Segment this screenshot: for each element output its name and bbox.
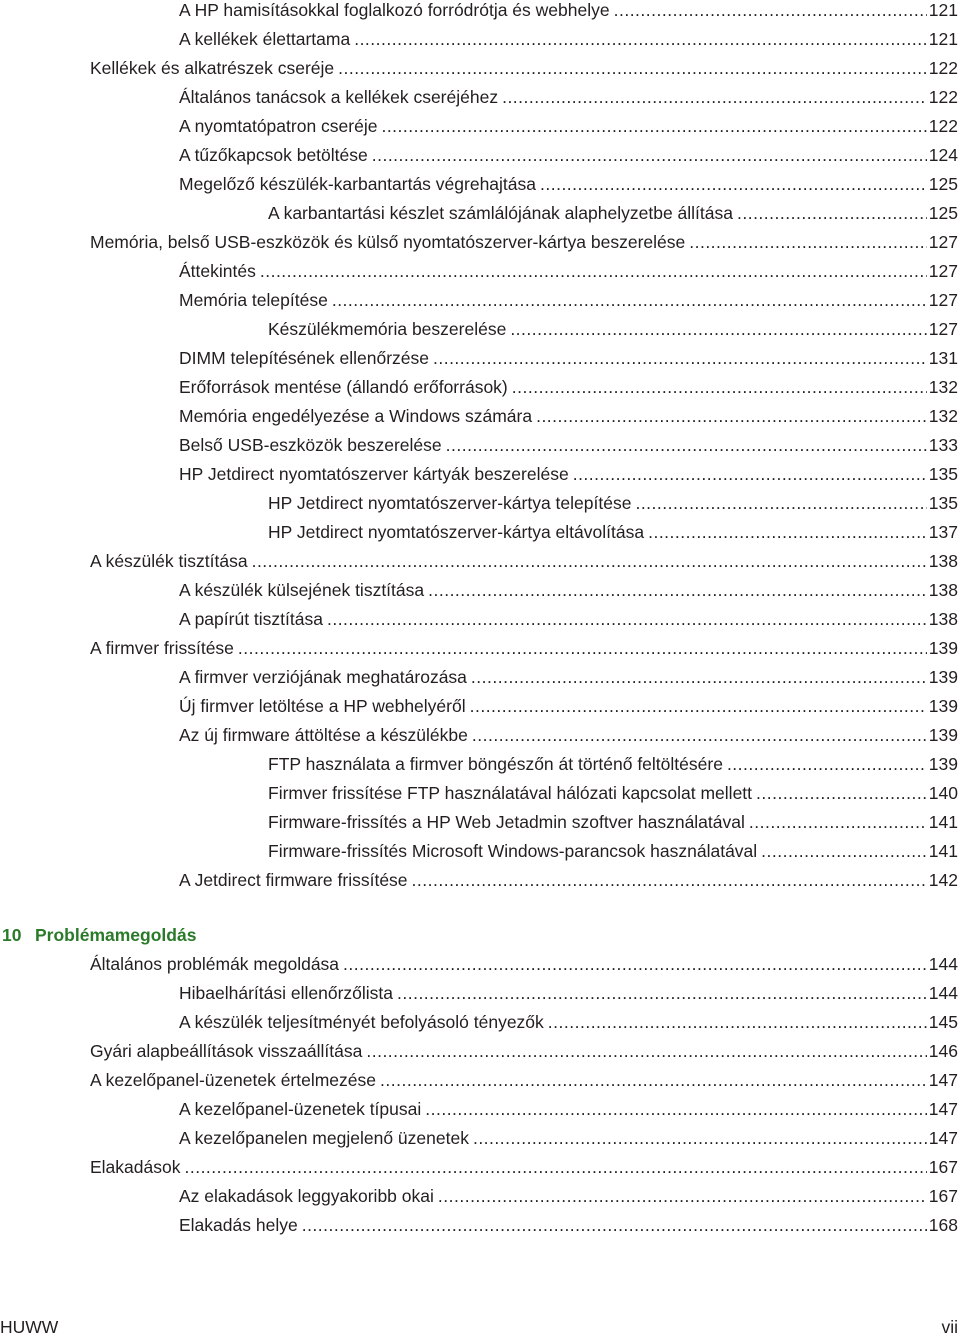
- toc-entry[interactable]: [0, 983, 960, 1012]
- toc-entry-title: A Jetdirect firmware frissítése: [179, 870, 408, 890]
- dot-leader: [433, 348, 927, 368]
- toc-entry-title: A HP hamisításokkal foglalkozó forródrótja és webhelye: [179, 0, 610, 20]
- dot-leader: [761, 841, 927, 861]
- toc-entry-title: Memória engedélyezése a Windows számára: [179, 406, 533, 426]
- toc-entry-page: 122: [928, 58, 958, 78]
- toc-entry-title: Áttekintés: [179, 261, 256, 281]
- toc-entry-title: A firmver verziójának meghatározása: [179, 667, 467, 687]
- toc-entry[interactable]: [0, 754, 960, 783]
- toc-entry-row: [179, 1099, 958, 1119]
- toc-entry[interactable]: [0, 841, 960, 870]
- toc-entry-page: 121: [928, 0, 958, 20]
- dot-leader: [327, 609, 927, 629]
- toc-entry-page: 127: [928, 232, 958, 252]
- dot-leader: [727, 754, 927, 774]
- toc-entry-title: A tűzőkapcsok betöltése: [179, 145, 368, 165]
- toc-entry-title: Új firmver letöltése a HP webhelyéről: [179, 696, 466, 716]
- toc-entry[interactable]: [0, 954, 960, 983]
- dot-leader: [425, 1099, 927, 1119]
- toc-entry-row: [90, 954, 958, 974]
- dot-leader: [510, 319, 926, 339]
- dot-leader: [184, 1157, 926, 1177]
- toc-entry-title: A kezelőpanel-üzenetek típusai: [179, 1099, 422, 1119]
- dot-leader: [380, 1070, 927, 1090]
- toc-entry-page: 125: [928, 203, 958, 223]
- toc-entry-title: Kellékek és alkatrészek cseréje: [90, 58, 335, 78]
- toc-entry[interactable]: [0, 812, 960, 841]
- toc-entry-page: 138: [928, 609, 958, 629]
- toc-entry[interactable]: [0, 1128, 960, 1157]
- toc-entry-row: [179, 1186, 958, 1206]
- toc-entry[interactable]: [0, 290, 960, 319]
- dot-leader: [648, 522, 927, 542]
- toc-entry[interactable]: [0, 609, 960, 638]
- toc-entry-row: [179, 870, 958, 890]
- dot-leader: [366, 1041, 926, 1061]
- toc-entry-title: A készülék tisztítása: [90, 551, 248, 571]
- toc-entry-row: [179, 261, 958, 281]
- toc-entry-row: [179, 290, 958, 310]
- toc-entry[interactable]: [0, 406, 960, 435]
- toc-entry-page: 141: [928, 841, 958, 861]
- toc-entry-title: Firmware-frissítés Microsoft Windows-parancsok használatával: [268, 841, 758, 861]
- dot-leader: [446, 435, 927, 455]
- dot-leader: [689, 232, 927, 252]
- toc-entry-title: HP Jetdirect nyomtatószerver kártyák beszerelése: [179, 464, 569, 484]
- toc-entry-page: 127: [928, 290, 958, 310]
- toc-entry-title: A kezelőpanel-üzenetek értelmezése: [90, 1070, 377, 1090]
- dot-leader: [512, 377, 927, 397]
- toc-entry-row: [179, 580, 958, 600]
- toc-entry-page: 132: [928, 377, 958, 397]
- toc-entry-title: Belső USB-eszközök beszerelése: [179, 435, 442, 455]
- toc-entry-title: Elakadások: [90, 1157, 181, 1177]
- toc-entry-row: [179, 609, 958, 629]
- dot-leader: [338, 58, 927, 78]
- toc-entry-page: 142: [928, 870, 958, 890]
- toc-entry-row: [179, 725, 958, 745]
- toc-entry-title: A papírút tisztítása: [179, 609, 323, 629]
- toc-entry-page: 137: [928, 522, 958, 542]
- toc-entry-row: [179, 174, 958, 194]
- footer-doc-code: HUWW: [0, 1317, 59, 1337]
- dot-leader: [438, 1186, 927, 1206]
- toc-entry[interactable]: [0, 1157, 960, 1186]
- dot-leader: [737, 203, 927, 223]
- toc-entry-title: Elakadás helye: [179, 1215, 298, 1235]
- toc-entry[interactable]: [0, 0, 960, 29]
- toc-entry-title: Firmver frissítése FTP használatával hálózati kapcsolat mellett: [268, 783, 753, 803]
- toc-entry-page: 138: [928, 580, 958, 600]
- dot-leader: [397, 983, 927, 1003]
- toc-entry[interactable]: [0, 580, 960, 609]
- toc-entry[interactable]: [0, 1186, 960, 1215]
- dot-leader: [614, 0, 927, 20]
- dot-leader: [381, 116, 926, 136]
- toc-entry[interactable]: [0, 377, 960, 406]
- toc-entry-title: Készülékmemória beszerelése: [268, 319, 507, 339]
- toc-entry[interactable]: [0, 783, 960, 812]
- chapter-title: Problémamegoldás: [35, 925, 197, 945]
- toc-entry[interactable]: [0, 1070, 960, 1099]
- toc-entry-page: 131: [928, 348, 958, 368]
- dot-leader: [540, 174, 927, 194]
- toc-entry-title: Az elakadások leggyakoribb okai: [179, 1186, 434, 1206]
- toc-entry-row: [90, 232, 958, 252]
- toc-entry-row: [268, 493, 958, 513]
- dot-leader: [428, 580, 927, 600]
- toc-entry-page: 122: [928, 87, 958, 107]
- toc-entry-title: Erőforrások mentése (állandó erőforrások): [179, 377, 508, 397]
- toc-entry-row: [90, 58, 958, 78]
- dot-leader: [473, 1128, 927, 1148]
- toc-entry-row: [179, 696, 958, 716]
- toc-entry-title: A firmver frissítése: [90, 638, 234, 658]
- footer-page-number: vii: [941, 1317, 958, 1337]
- dot-leader: [302, 1215, 927, 1235]
- toc-entry-page: 121: [928, 29, 958, 49]
- toc-entry-row: [179, 1012, 958, 1032]
- toc-entry-row: [90, 1157, 958, 1177]
- toc-section-part2: [0, 954, 960, 1244]
- toc-entry[interactable]: [0, 29, 960, 58]
- toc-entry-row: [179, 348, 958, 368]
- toc-entry-row: [179, 406, 958, 426]
- toc-entry-row: [179, 1215, 958, 1235]
- dot-leader: [471, 667, 927, 687]
- toc-entry-row: [179, 0, 958, 20]
- chapter-spacer: [0, 899, 960, 925]
- dot-leader: [502, 87, 927, 107]
- toc-entry-title: Memória telepítése: [179, 290, 328, 310]
- toc-entry-title: A nyomtatópatron cseréje: [179, 116, 378, 136]
- toc-entry[interactable]: [0, 232, 960, 261]
- toc-entry-title: Hibaelhárítási ellenőrzőlista: [179, 983, 393, 1003]
- toc-entry[interactable]: [0, 203, 960, 232]
- dot-leader: [412, 870, 927, 890]
- toc-entry-row: [90, 551, 958, 571]
- toc-entry-row: [179, 983, 958, 1003]
- toc-entry-title: Általános tanácsok a kellékek cseréjéhez: [179, 87, 499, 107]
- toc-entry[interactable]: [0, 145, 960, 174]
- toc-entry-row: [179, 464, 958, 484]
- chapter-number: 10: [2, 925, 22, 945]
- toc-entry-page: 144: [928, 954, 958, 974]
- toc-entry-row: [179, 29, 958, 49]
- toc-entry-page: 135: [928, 464, 958, 484]
- dot-leader: [749, 812, 927, 832]
- toc-entry-page: 147: [928, 1070, 958, 1090]
- toc-entry-page: 147: [928, 1099, 958, 1119]
- toc-entry[interactable]: [0, 319, 960, 348]
- toc-entry-title: DIMM telepítésének ellenőrzése: [179, 348, 429, 368]
- toc-entry-page: 135: [928, 493, 958, 513]
- toc-entry[interactable]: [0, 116, 960, 145]
- toc-entry-page: 167: [928, 1186, 958, 1206]
- toc-entry[interactable]: [0, 638, 960, 667]
- dot-leader: [756, 783, 927, 803]
- toc-entry-title: A készülék teljesítményét befolyásoló tényezők: [179, 1012, 544, 1032]
- toc-entry-page: 132: [928, 406, 958, 426]
- toc-entry-page: 139: [928, 638, 958, 658]
- toc-entry[interactable]: [0, 435, 960, 464]
- dot-leader: [238, 638, 927, 658]
- toc-entry[interactable]: [0, 1012, 960, 1041]
- dot-leader: [635, 493, 926, 513]
- toc-entry[interactable]: [0, 870, 960, 899]
- toc-entry-row: [179, 667, 958, 687]
- toc-entry-row: [90, 1041, 958, 1061]
- toc-entry-title: A kellékek élettartama: [179, 29, 351, 49]
- toc-entry-title: HP Jetdirect nyomtatószerver-kártya telepítése: [268, 493, 632, 513]
- chapter-heading[interactable]: [0, 925, 960, 954]
- toc-entry[interactable]: [0, 58, 960, 87]
- toc-entry-page: 124: [928, 145, 958, 165]
- dot-leader: [260, 261, 927, 281]
- toc-entry[interactable]: [0, 261, 960, 290]
- toc-entry[interactable]: [0, 87, 960, 116]
- toc-entry-page: 140: [928, 783, 958, 803]
- toc-entry-row: [179, 87, 958, 107]
- toc-entry[interactable]: [0, 725, 960, 754]
- toc-entry-row: [179, 145, 958, 165]
- toc-entry-row: [90, 638, 958, 658]
- toc-entry[interactable]: [0, 696, 960, 725]
- toc-entry-page: 146: [928, 1041, 958, 1061]
- toc-entry-row: [179, 1128, 958, 1148]
- toc-entry-row: [179, 435, 958, 455]
- toc-entry-page: 133: [928, 435, 958, 455]
- toc-entry-page: 127: [928, 319, 958, 339]
- toc-entry-title: A karbantartási készlet számlálójának alaphelyzetbe állítása: [268, 203, 733, 223]
- dot-leader: [536, 406, 927, 426]
- page-footer: [0, 1317, 960, 1337]
- toc-entry[interactable]: [0, 493, 960, 522]
- toc-entry-row: [268, 812, 958, 832]
- toc-entry-row: [179, 116, 958, 136]
- toc-entry[interactable]: [0, 174, 960, 203]
- toc-entry-row: [268, 841, 958, 861]
- toc-entry-page: 167: [928, 1157, 958, 1177]
- dot-leader: [343, 954, 927, 974]
- toc-entry-page: 139: [928, 667, 958, 687]
- toc-entry-row: [268, 522, 958, 542]
- toc-entry-title: A kezelőpanelen megjelenő üzenetek: [179, 1128, 469, 1148]
- dot-leader: [252, 551, 927, 571]
- toc-entry-title: Megelőző készülék-karbantartás végrehajtása: [179, 174, 536, 194]
- dot-leader: [332, 290, 927, 310]
- toc-entry-title: Memória, belső USB-eszközök és külső nyomtatószerver-kártya beszerelése: [90, 232, 686, 252]
- toc-entry[interactable]: [0, 464, 960, 493]
- toc-entry[interactable]: [0, 551, 960, 580]
- toc-entry-page: 139: [928, 725, 958, 745]
- toc-entry-title: Általános problémák megoldása: [90, 954, 340, 974]
- toc-entry-title: A készülék külsejének tisztítása: [179, 580, 425, 600]
- toc-entry-title: Az új firmware áttöltése a készülékbe: [179, 725, 468, 745]
- toc-entry[interactable]: [0, 1215, 960, 1244]
- toc-entry-page: 144: [928, 983, 958, 1003]
- dot-leader: [372, 145, 927, 165]
- toc-entry-page: 147: [928, 1128, 958, 1148]
- dot-leader: [470, 696, 927, 716]
- dot-leader: [354, 29, 927, 49]
- toc-entry[interactable]: [0, 667, 960, 696]
- toc-entry-title: HP Jetdirect nyomtatószerver-kártya eltávolítása: [268, 522, 645, 542]
- toc-entry-row: [268, 319, 958, 339]
- toc-entry-row: [268, 203, 958, 223]
- toc-entry[interactable]: [0, 522, 960, 551]
- toc-entry-page: 122: [928, 116, 958, 136]
- toc-entry-page: 125: [928, 174, 958, 194]
- toc-entry-page: 139: [928, 696, 958, 716]
- toc-entry-page: 145: [928, 1012, 958, 1032]
- toc-entry-page: 141: [928, 812, 958, 832]
- toc-entry-title: Firmware-frissítés a HP Web Jetadmin szoftver használatával: [268, 812, 745, 832]
- toc-entry-title: FTP használata a firmver böngészőn át történő feltöltésére: [268, 754, 723, 774]
- toc-entry-title: Gyári alapbeállítások visszaállítása: [90, 1041, 363, 1061]
- dot-leader: [472, 725, 927, 745]
- toc-entry-page: 127: [928, 261, 958, 281]
- toc-entry-page: 138: [928, 551, 958, 571]
- toc-entry-row: [268, 783, 958, 803]
- toc-entry-page: 168: [928, 1215, 958, 1235]
- toc-entry-page: 139: [928, 754, 958, 774]
- dot-leader: [548, 1012, 927, 1032]
- toc-entry[interactable]: [0, 1041, 960, 1070]
- toc-entry[interactable]: [0, 1099, 960, 1128]
- dot-leader: [573, 464, 927, 484]
- toc-entry[interactable]: [0, 348, 960, 377]
- toc-entry-row: [90, 1070, 958, 1090]
- toc-entry-row: [179, 377, 958, 397]
- toc-entry-row: [268, 754, 958, 774]
